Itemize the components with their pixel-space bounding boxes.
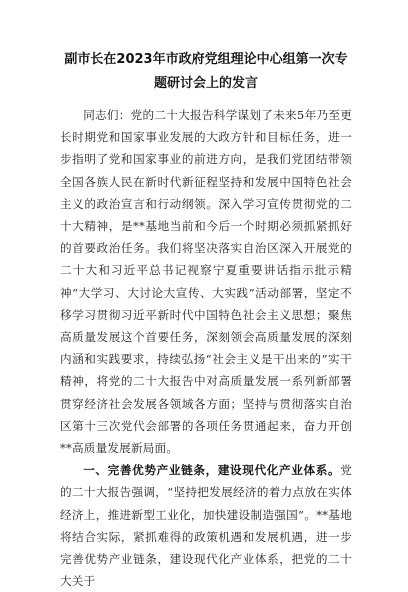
paragraph-intro: [60, 104, 352, 459]
section-1-text: 党的二十大报告强调，“坚持把发展经济的着力点放在实体经济上，推进新型工业化，加快建设制造强国”。**基地将结合实际，紧抓难得的政策机遇和发展机遇，进一步完善优势产业链条，建设现代化产业体系，把党的二十大关于: [60, 463, 352, 589]
paragraph-intro-text: 同志们：党的二十大报告科学谋划了未来5年乃至更长时期党和国家事业发展的大政方针和目标任务，进一步指明了党和国家事业的前进方向，是我们党团结带领全国各族人民在新时代新征程坚持和发展中国特色社会主义的政治宣言和行动纲领。深入学习宣传贯彻党的二十大精神，是**基地当前和今后一个时期必须抓紧抓好的首要政治任务。我们将坚决落实自治区深入开展党的二十大和习近平总书记视察宁夏重要讲话指示批示精神“大学习、大讨论大宣传、大实践”活动部署，坚定不移学习贯彻习近平新时代中国特色社会主义思想；聚焦高质量发展这个首要任务，深刻领会高质量发展的深刻内涵和实践要求，持续弘扬“社会主义是干出来的”实干精神，将党的二十大报告中对高质量发展一系列新部署贯穿经济社会发展各领域各方面；坚持与贯彻落实自治区第十三次党代会部署的各项任务贯通起来，奋力开创**高质量发展新局面。: [60, 108, 352, 456]
paragraph-section-1: [60, 459, 352, 592]
section-1-heading: 一、完善优势产业链条，建设现代化产业体系。: [83, 463, 341, 478]
document-title: 副市长在2023年市政府党组理论中心组第一次专题研讨会上的发言: [64, 52, 348, 91]
